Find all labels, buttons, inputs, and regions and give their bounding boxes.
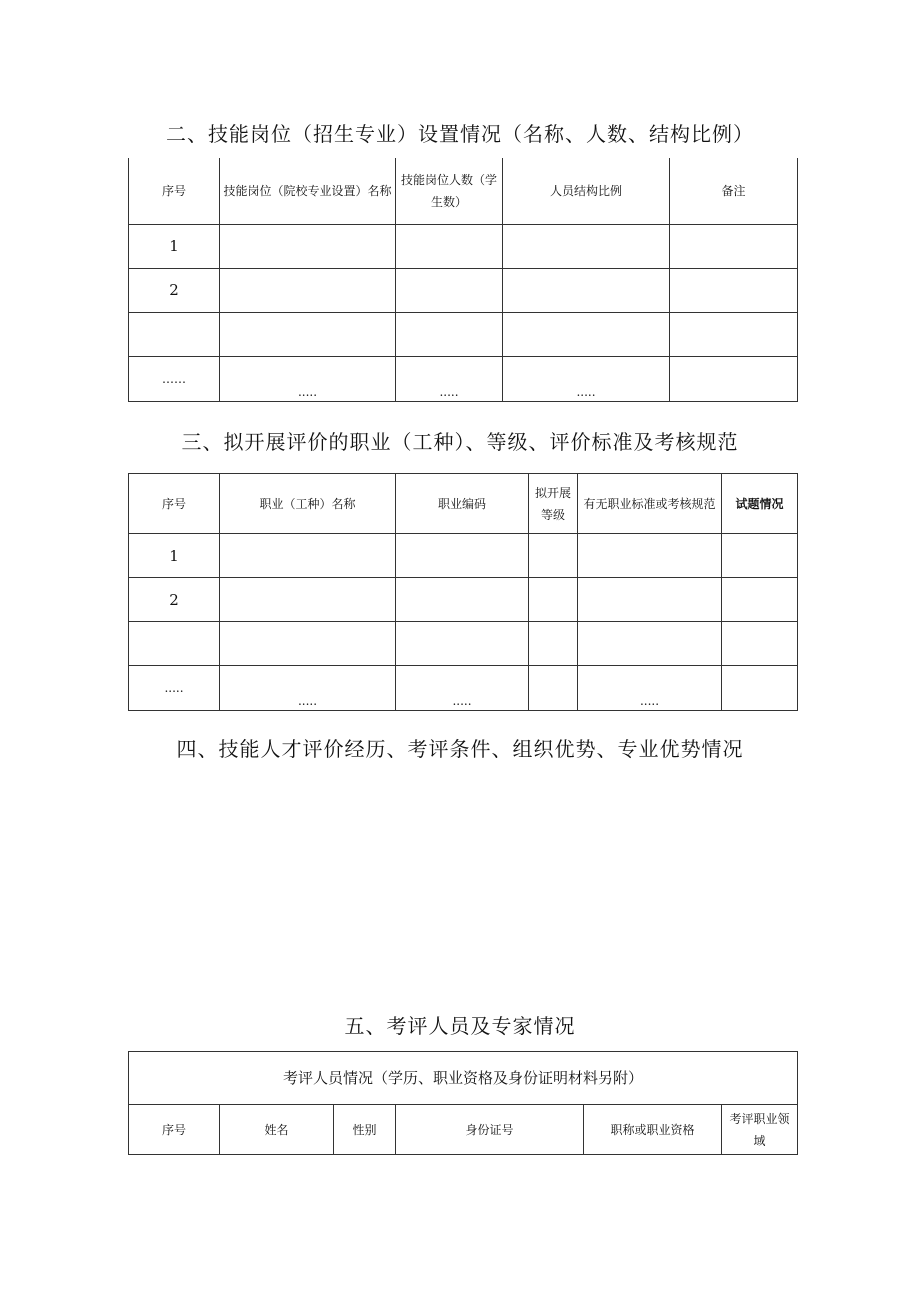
post-settings-table xyxy=(128,158,798,402)
header-cell: 考评职业领域 xyxy=(722,1105,798,1155)
table-row xyxy=(129,622,798,666)
table-cell[interactable] xyxy=(722,534,798,578)
table-cell[interactable]: 2 xyxy=(129,268,220,312)
table-cell[interactable] xyxy=(129,622,220,666)
header-cell: 序号 xyxy=(129,474,220,534)
table-header-row xyxy=(129,158,798,224)
table-cell[interactable] xyxy=(670,224,798,268)
header-cell: 职业（工种）名称 xyxy=(220,474,396,534)
table-row xyxy=(129,268,798,312)
table-header-row xyxy=(129,474,798,534)
table-cell[interactable] xyxy=(396,312,503,356)
table-cell[interactable]: ..... xyxy=(578,666,722,711)
header-cell: 技能岗位（院校专业设置）名称 xyxy=(220,158,396,224)
table-cell[interactable] xyxy=(529,578,578,622)
table-cell[interactable]: ..... xyxy=(396,666,529,711)
table-cell[interactable]: ..... xyxy=(396,356,503,401)
section2-heading: 二、技能岗位（招生专业）设置情况（名称、人数、结构比例） xyxy=(166,122,754,146)
table-cell[interactable]: 1 xyxy=(129,224,220,268)
header-cell: 序号 xyxy=(129,1105,220,1155)
header-cell: 身份证号 xyxy=(396,1105,584,1155)
table-cell[interactable] xyxy=(722,578,798,622)
table-cell[interactable] xyxy=(670,356,798,401)
table-cell[interactable] xyxy=(220,534,396,578)
section4-heading: 四、技能人才评价经历、考评条件、组织优势、专业优势情况 xyxy=(176,737,744,761)
table-cell[interactable] xyxy=(129,312,220,356)
table-cell[interactable] xyxy=(396,622,529,666)
table-header-row xyxy=(129,1105,798,1155)
table-cell[interactable] xyxy=(220,268,396,312)
assessor-table-title: 考评人员情况（学历、职业资格及身份证明材料另附） xyxy=(129,1052,798,1105)
table-cell[interactable]: ..... xyxy=(129,666,220,711)
table-cell[interactable]: ..... xyxy=(220,666,396,711)
table-cell[interactable] xyxy=(503,268,670,312)
table-row xyxy=(129,578,798,622)
table-row xyxy=(129,666,798,711)
header-cell: 职业编码 xyxy=(396,474,529,534)
table-title-row xyxy=(129,1052,798,1105)
table-row xyxy=(129,224,798,268)
header-cell: 拟开展等级 xyxy=(529,474,578,534)
table-cell[interactable] xyxy=(670,268,798,312)
header-cell: 技能岗位人数（学生数） xyxy=(396,158,503,224)
header-cell: 职称或职业资格 xyxy=(584,1105,722,1155)
table-cell[interactable] xyxy=(578,534,722,578)
table-cell[interactable] xyxy=(396,268,503,312)
table-cell[interactable]: 1 xyxy=(129,534,220,578)
header-cell: 备注 xyxy=(670,158,798,224)
table-cell[interactable] xyxy=(529,622,578,666)
table-cell[interactable]: …… xyxy=(129,356,220,401)
table-cell[interactable] xyxy=(578,578,722,622)
table-cell[interactable] xyxy=(578,622,722,666)
table-cell[interactable] xyxy=(503,312,670,356)
evaluation-occupation-table xyxy=(128,473,798,711)
header-cell: 性别 xyxy=(334,1105,396,1155)
table-cell[interactable] xyxy=(396,578,529,622)
table-cell[interactable] xyxy=(529,666,578,711)
table-row xyxy=(129,534,798,578)
table-cell[interactable]: ..... xyxy=(503,356,670,401)
header-cell: 试题情况 xyxy=(722,474,798,534)
table-cell[interactable] xyxy=(529,534,578,578)
table-row xyxy=(129,356,798,401)
header-cell: 序号 xyxy=(129,158,220,224)
header-cell: 有无职业标准或考核规范 xyxy=(578,474,722,534)
table-cell[interactable]: 2 xyxy=(129,578,220,622)
assessor-table xyxy=(128,1051,798,1155)
header-cell: 姓名 xyxy=(220,1105,334,1155)
table-cell[interactable] xyxy=(722,622,798,666)
table-cell[interactable] xyxy=(220,312,396,356)
section5-heading: 五、考评人员及专家情况 xyxy=(344,1014,576,1038)
table-cell[interactable] xyxy=(503,224,670,268)
section3-heading: 三、拟开展评价的职业（工种）、等级、评价标准及考核规范 xyxy=(181,430,739,454)
table-cell[interactable] xyxy=(220,622,396,666)
table-row xyxy=(129,312,798,356)
table-cell[interactable] xyxy=(220,578,396,622)
table-cell[interactable] xyxy=(396,224,503,268)
header-cell: 人员结构比例 xyxy=(503,158,670,224)
table-cell[interactable]: ..... xyxy=(220,356,396,401)
table-cell[interactable] xyxy=(396,534,529,578)
table-cell[interactable] xyxy=(670,312,798,356)
table-cell[interactable] xyxy=(220,224,396,268)
table-cell[interactable] xyxy=(722,666,798,711)
